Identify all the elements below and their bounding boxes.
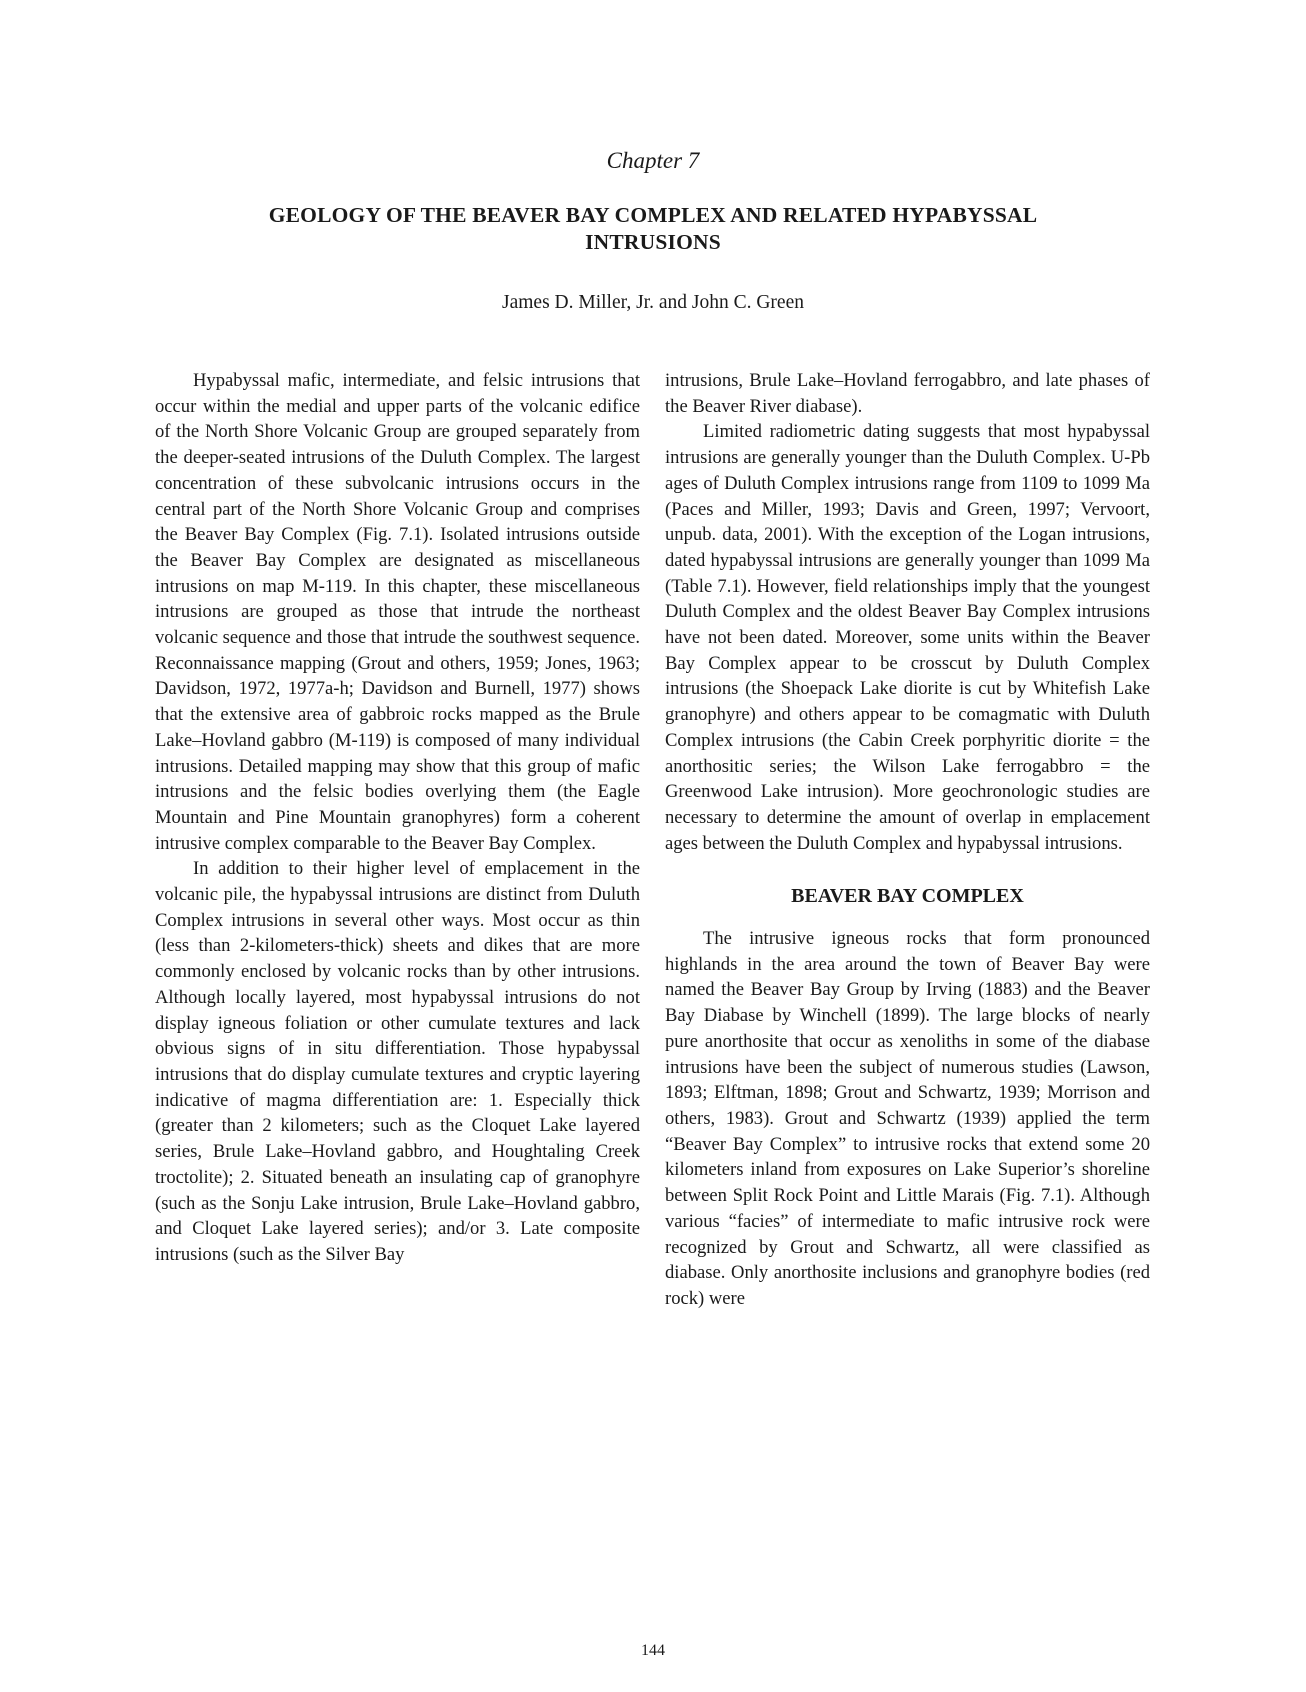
chapter-title: GEOLOGY OF THE BEAVER BAY COMPLEX AND RELATED HYPABYSSAL INTRUSIONS — [268, 203, 1038, 254]
right-column — [665, 368, 1150, 1312]
left-column — [155, 368, 640, 1268]
paragraph: In addition to their higher level of emplacement in the volcanic pile, the hypabyssal intrusions are distinct from Duluth Complex intrusions in several other ways. Most occur as thin (less than 2-kilometers-thick) sheets and dikes that are more commonly enclosed by volcanic rocks than by other intrusions. Although locally layered, most hypabyssal intrusions do not display igneous foliation or other cumulate textures and lack obvious signs of in situ differentiation. Those hypabyssal intrusions that do display cumulate textures and cryptic layering indicative of magma differentiation are: 1. Especially thick (greater than 2 kilometers; such as the Cloquet Lake layered series, Brule Lake–Hovland gabbro, and Houghtaling Creek troctolite); 2. Situated beneath an insulating cap of granophyre (such as the Sonju Lake intrusion, Brule Lake–Hovland gabbro, and Cloquet Lake layered series); and/or 3. Late composite intrusions (such as the Silver Bay — [155, 858, 640, 1265]
paragraph-continued: intrusions, Brule Lake–Hovland ferrogabbro, and late phases of the Beaver River diabase). — [665, 370, 1150, 417]
paragraph: Hypabyssal mafic, intermediate, and felsic intrusions that occur within the medial and upper parts of the volcanic edifice of the North Shore Volcanic Group are grouped separately from the deeper-seated intrusions of the Duluth Complex. The largest concentration of these subvolcanic intrusions occurs in the central part of the North Shore Volcanic Group and comprises the Beaver Bay Complex (Fig. 7.1). Isolated intrusions outside the Beaver Bay Complex are designated as miscellaneous intrusions on map M-119. In this chapter, these miscellaneous intrusions are grouped as those that intrude the northeast volcanic sequence and those that intrude the southwest sequence. Reconnaissance mapping (Grout and others, 1959; Jones, 1963; Davidson, 1972, 1977a-h; Davidson and Burnell, 1977) shows that the extensive area of gabbroic rocks mapped as the Brule Lake–Hovland gabbro (M-119) is composed of many individual intrusions. Detailed mapping may show that this group of mafic intrusions and the felsic bodies overlying them (the Eagle Mountain and Pine Mountain granophyres) form a coherent intrusive complex comparable to the Beaver Bay Complex. — [155, 370, 640, 854]
chapter-label: Chapter 7 — [606, 148, 700, 173]
authors: James D. Miller, Jr. and John C. Green — [502, 292, 804, 313]
section-heading: BEAVER BAY COMPLEX — [791, 885, 1024, 908]
page-number: 144 — [641, 1642, 665, 1659]
paragraph: Limited radiometric dating suggests that most hypabyssal intrusions are generally younger than the Duluth Complex. U-Pb ages of Duluth Complex intrusions range from 1109 to 1099 Ma (Paces and Miller, 1993; Davis and Green, 1997; Vervoort, unpub. data, 2001). With the exception of the Logan intrusions, dated hypabyssal intrusions are generally younger than 1099 Ma (Table 7.1). However, field relationships imply that the youngest Duluth Complex and the oldest Beaver Bay Complex intrusions have not been dated. Moreover, some units within the Beaver Bay Complex appear to be crosscut by Duluth Complex intrusions (the Shoepack Lake diorite is cut by Whitefish Lake granophyre) and others appear to be comagmatic with Duluth Complex intrusions (the Cabin Creek porphyritic diorite = the anorthositic series; the Wilson Lake ferrogabbro = the Greenwood Lake intrusion). More geochronologic studies are necessary to determine the amount of overlap in emplacement ages between the Duluth Complex and hypabyssal intrusions. — [665, 421, 1150, 854]
paragraph: The intrusive igneous rocks that form pronounced highlands in the area around the town of Beaver Bay were named the Beaver Bay Group by Irving (1883) and the Beaver Bay Diabase by Winchell (1899). The large blocks of nearly pure anorthosite that occur as xenoliths in some of the diabase intrusions have been the subject of numerous studies (Lawson, 1893; Elftman, 1898; Grout and Schwartz, 1939; Morrison and others, 1983). Grout and Schwartz (1939) applied the term “Beaver Bay Complex” to intrusive rocks that extend some 20 kilometers inland from exposures on Lake Superior’s shoreline between Split Rock Point and Little Marais (Fig. 7.1). Although various “facies” of intermediate to mafic intrusive rock were recognized by Grout and Schwartz, all were classified as diabase. Only anorthosite inclusions and granophyre bodies (red rock) were — [665, 928, 1150, 1309]
